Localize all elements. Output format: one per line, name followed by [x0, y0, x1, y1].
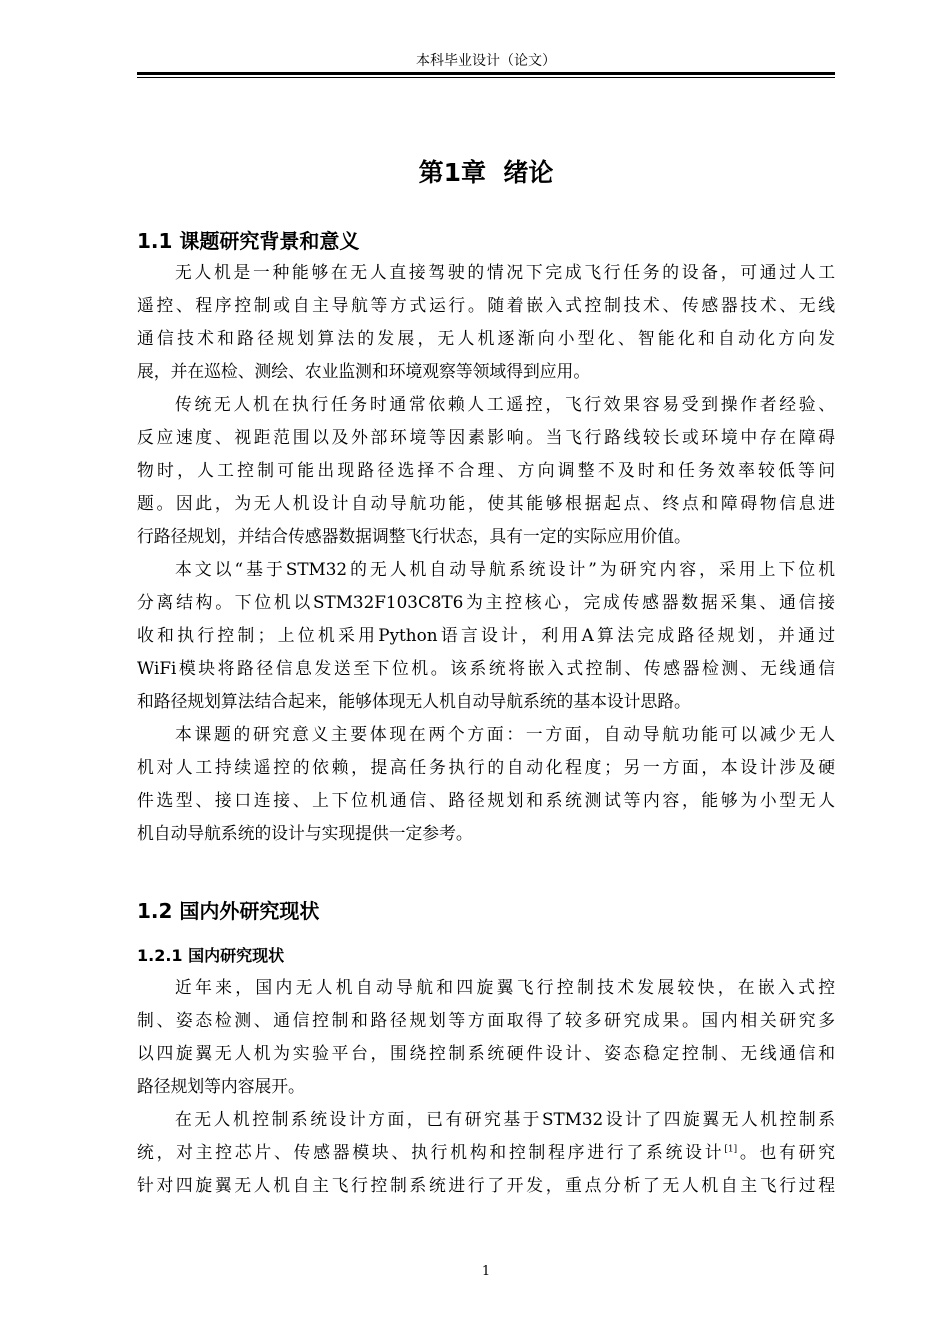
- text-line: WiFi模块将路径信息发送至下位机。该系统将嵌入式控制、传感器检测、无线通信: [137, 658, 835, 678]
- chapter-title: 第1章 绪论: [418, 158, 554, 187]
- text-line: 题。因此，为无人机设计自动导航功能，使其能够根据起点、终点和障碍物信息进: [137, 493, 835, 513]
- text-line: 遥控、程序控制或自主导航等方式运行。随着嵌入式控制技术、传感器技术、无线: [137, 295, 835, 315]
- paragraph-1-1-2: [137, 388, 835, 553]
- paragraph-1-2-1-1: [137, 971, 835, 1103]
- section-heading-1-1: 1.1 课题研究背景和意义: [137, 229, 360, 253]
- text-line: 件选型、接口连接、上下位机通信、路径规划和系统测试等内容，能够为小型无人: [137, 790, 835, 810]
- text-line: 分离结构。下位机以STM32F103C8T6为主控核心，完成传感器数据采集、通信接: [137, 592, 835, 612]
- text-line: 物时，人工控制可能出现路径选择不合理、方向调整不及时和任务效率较低等问: [137, 460, 835, 480]
- text-line: 传统无人机在执行任务时通常依赖人工遥控，飞行效果容易受到操作者经验、: [175, 394, 835, 414]
- citation-ref[interactable]: [1]: [724, 1144, 738, 1155]
- text-line: 在无人机控制系统设计方面，已有研究基于STM32设计了四旋翼无人机控制系: [175, 1109, 835, 1129]
- text-line: 反应速度、视距范围以及外部环境等因素影响。当飞行路线较长或环境中存在障碍: [137, 427, 835, 447]
- text-line: 展，并在巡检、测绘、农业监测和环境观察等领域得到应用。: [137, 361, 591, 381]
- text-segment: 。也有研究: [737, 1142, 835, 1162]
- text-line: 近年来，国内无人机自动导航和四旋翼飞行控制技术发展较快，在嵌入式控: [175, 977, 835, 997]
- text-line: 本课题的研究意义主要体现在两个方面：一方面，自动导航功能可以减少无人: [175, 724, 835, 744]
- header-rule-thick: [137, 72, 835, 75]
- subsection-heading-1-2-1: 1.2.1 国内研究现状: [137, 946, 285, 965]
- text-line: 机自动导航系统的设计与实现提供一定参考。: [137, 823, 473, 843]
- text-line: 针对四旋翼无人机自主飞行控制系统进行了开发，重点分析了无人机自主飞行过程: [137, 1175, 835, 1195]
- text-line: 通信技术和路径规划算法的发展，无人机逐渐向小型化、智能化和自动化方向发: [137, 328, 835, 348]
- text-segment: 统，对主控芯片、传感器模块、执行机构和控制程序进行了系统设计: [137, 1142, 725, 1162]
- text-line: 无人机是一种能够在无人直接驾驶的情况下完成飞行任务的设备，可通过人工: [175, 262, 835, 282]
- paragraph-1-2-1-2: [137, 1103, 835, 1202]
- text-line: 行路径规划，并结合传感器数据调整飞行状态，具有一定的实际应用价值。: [137, 526, 691, 546]
- page-number: 1: [481, 1264, 491, 1279]
- text-line: 制、姿态检测、通信控制和路径规划等方面取得了较多研究成果。国内相关研究多: [137, 1010, 835, 1030]
- header-rule-thin: [137, 77, 835, 78]
- text-line: 本文以“基于STM32的无人机自动导航系统设计”为研究内容，采用上下位机: [175, 559, 835, 579]
- text-line: 以四旋翼无人机为实验平台，围绕控制系统硬件设计、姿态稳定控制、无线通信和: [137, 1043, 835, 1063]
- paragraph-1-1-1: [137, 256, 835, 388]
- text-line: 和路径规划算法结合起来，能够体现无人机自动导航系统的基本设计思路。: [137, 691, 691, 711]
- paragraph-1-1-3: [137, 553, 835, 718]
- section-heading-1-2: 1.2 国内外研究现状: [137, 899, 320, 923]
- text-line: 机对人工持续遥控的依赖，提高任务执行的自动化程度；另一方面，本设计涉及硬: [137, 757, 835, 777]
- text-line-with-citation: [137, 1136, 835, 1169]
- text-line: 收和执行控制；上位机采用Python语言设计，利用A算法完成路径规划，并通过: [137, 625, 835, 645]
- paragraph-1-1-4: [137, 718, 835, 850]
- text-line: 路径规划等内容展开。: [137, 1076, 305, 1096]
- page-header-title: 本科毕业设计（论文）: [416, 53, 556, 69]
